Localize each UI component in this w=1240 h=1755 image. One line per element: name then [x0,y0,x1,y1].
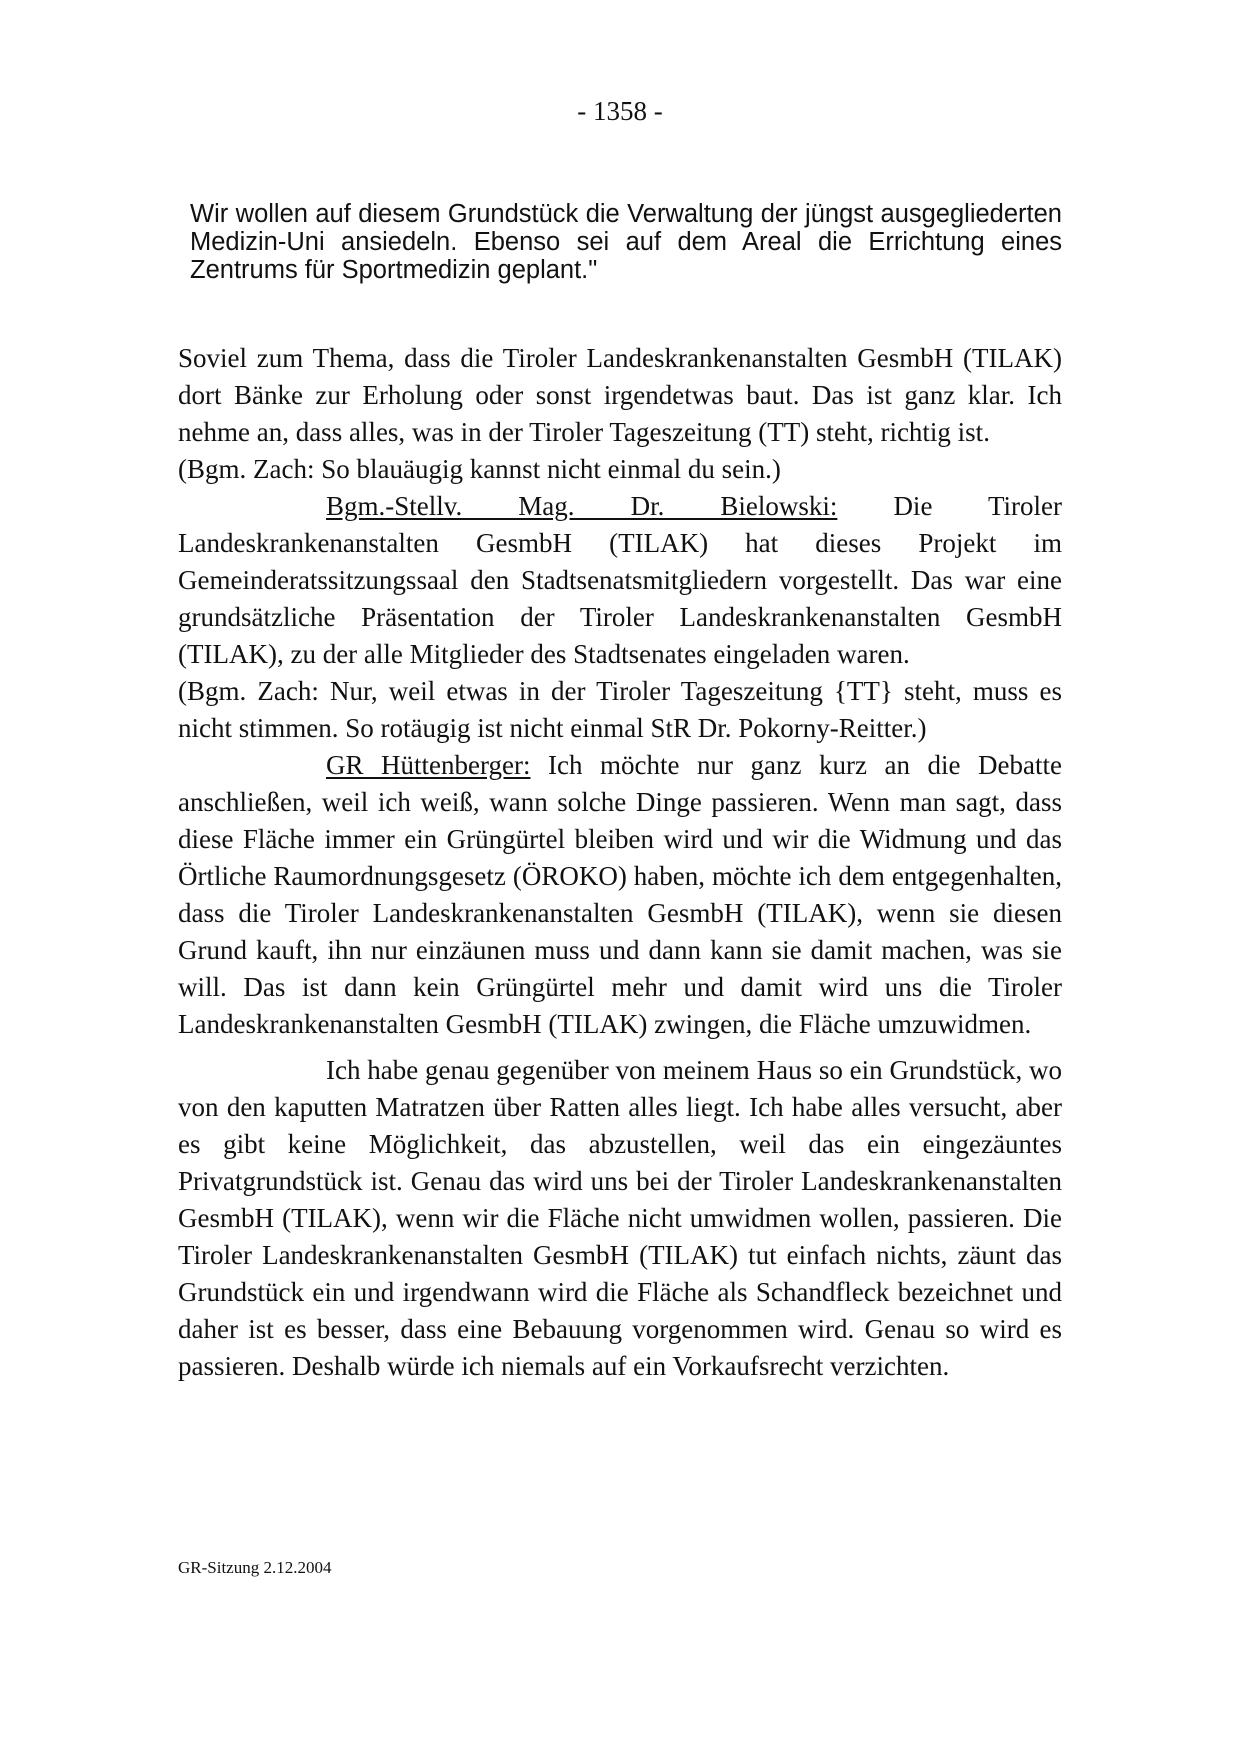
document-body [178,340,1062,1385]
paragraph-huettenberger-continued: Ich habe genau gegenüber von meinem Haus so ein Grundstück, wo von den kaputten Matratzen über Ratten alles liegt. Ich habe alles versucht, aber es gibt keine Möglichkeit, das abzustellen, weil das ein eingezäuntes Privatgrundstück ist. Genau das wird uns bei der Tiroler Landeskrankenanstalten GesmbH (TILAK), wenn wir die Fläche nicht umwidmen wollen, passieren. Die Tiroler Landeskrankenanstalten GesmbH (TILAK) tut einfach nichts, zäunt das Grundstück ein und irgendwann wird die Fläche als Schandfleck bezeichnet und daher ist es besser, dass eine Bebauung vorgenommen wird. Genau so wird es passieren. Deshalb würde ich niemals auf ein Vorkaufsrecht verzichten. [178,1055,1062,1381]
interjection-zach-2: (Bgm. Zach: Nur, weil etwas in der Tiroler Tageszeitung {TT} steht, muss es nicht stimmen. So rotäugig ist nicht einmal StR Dr. Pokorny-Reitter.) [178,676,1062,743]
quoted-newspaper-text: Wir wollen auf diesem Grundstück die Verwaltung der jüngst ausgegliederten Medizin-Uni ansiedeln. Ebenso sei auf dem Areal die Errichtung eines Zentrums für Sportmedizin geplant." [190,200,1062,284]
statement-huettenberger: Ich möchte nur ganz kurz an die Debatte anschließen, weil ich weiß, wann solche Dinge passieren. Wenn man sagt, dass diese Fläche immer ein Grüngürtel bleiben wird und wir die Widmung und das Örtliche Raumordnungsgesetz (ÖROKO) haben, möchte ich dem entgegenhalten, dass die Tiroler Landeskrankenanstalten GesmbH (TILAK), wenn sie diesen Grund kauft, ihn nur einzäunen muss und dann kann sie damit machen, was sie will. Das ist dann kein Grüngürtel mehr und damit wird uns die Tiroler Landeskrankenanstalten GesmbH (TILAK) zwingen, die Fläche umzuwidmen. [178,750,1062,1039]
speaker-name-bielowski: Bgm.-Stellv. Mag. Dr. Bielowski: [326,491,838,521]
statement-bielowski: Die Tiroler Landeskrankenanstalten GesmbH (TILAK) hat dieses Projekt im Gemeinderatssitzungssaal den Stadtsenatsmitgliedern vorgestellt. Das war eine grundsätzliche Präsentation der Tiroler Landeskrankenanstalten GesmbH (TILAK), zu der alle Mitglieder des Stadtsenates eingeladen waren. [178,491,1062,669]
interjection-zach-1: (Bgm. Zach: So blauäugig kannst nicht einmal du sein.) [178,454,781,484]
paragraph-bielowski [178,488,1062,673]
paragraph-huettenberger [178,747,1062,1043]
footer-session-date: GR-Sitzung 2.12.2004 [178,1558,332,1577]
speaker-name-huettenberger: GR Hüttenberger: [326,750,531,780]
paragraph-thema: Soviel zum Thema, dass die Tiroler Landeskrankenanstalten GesmbH (TILAK) dort Bänke zur Erholung oder sonst irgendetwas baut. Das ist ganz klar. Ich nehme an, dass alles, was in der Tiroler Tageszeitung (TT) steht, richtig ist. [178,343,1062,447]
page-number: - 1358 - [577,96,663,126]
